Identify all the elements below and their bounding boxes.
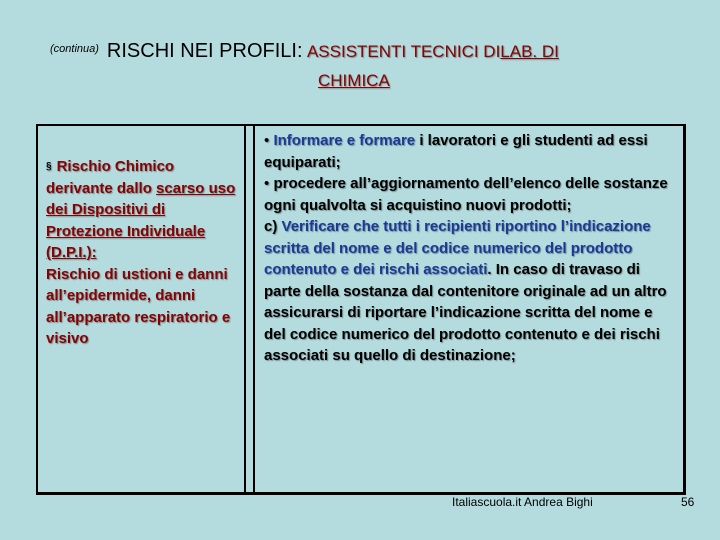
title-line-2: CHIMICA (318, 71, 390, 90)
measure-3-text: . In caso di travaso di parte della sostanza dal contenitore originale ad un altro assicurarsi di riportare l’indicazione scritta del nome e del codice numerico del prodotto contenuto e dei rischi associati su quello di destinazione; (264, 261, 667, 364)
column-divider (244, 126, 255, 492)
title-red: ASSISTENTI TECNICI DI (306, 42, 501, 61)
bullet-dot-icon: • (264, 132, 270, 149)
right-cell (264, 130, 674, 367)
bullet-icon: § (46, 161, 52, 172)
risk-title-underlined: scarso uso dei Dispositivi di Protezione Individuale (D.P.I.): (46, 179, 236, 261)
bullet-dot-icon: • (264, 175, 270, 192)
risk-title: Rischio Chimico derivante dallo (46, 158, 175, 197)
measure-1-highlight: Informare e formare (273, 132, 416, 149)
left-cell (46, 156, 242, 350)
page-number: 56 (681, 495, 695, 509)
content-table (36, 124, 686, 495)
measure-3-prefix: c) (264, 218, 278, 235)
measure-item-2 (264, 173, 674, 216)
title-line-1 (50, 40, 559, 63)
title-black: RISCHI NEI PROFILI: (106, 40, 303, 62)
measure-item-1 (264, 130, 674, 173)
measure-3-highlight: Verificare che tutti i recipienti riportino l’indicazione scritta del nome e del codice numerico del prodotto contenuto e dei rischi associati (264, 218, 651, 278)
footer-credit: Italiascuola.it Andrea Bighi (452, 495, 593, 509)
measure-2-text: procedere all’aggiornamento dell’elenco delle sostanze ogni qualvolta si acquistino nuovi prodotti; (264, 175, 668, 214)
continua-label: (continua) (50, 43, 99, 55)
measure-item-3 (264, 216, 674, 367)
measure-1-text: i lavoratori e gli studenti ad essi equiparati; (264, 132, 648, 171)
risk-description: Rischio di ustioni e danni all’epidermide, danni all’apparato respiratorio e visivo (46, 265, 231, 347)
title-red-underlined: LAB. DI (500, 42, 559, 61)
